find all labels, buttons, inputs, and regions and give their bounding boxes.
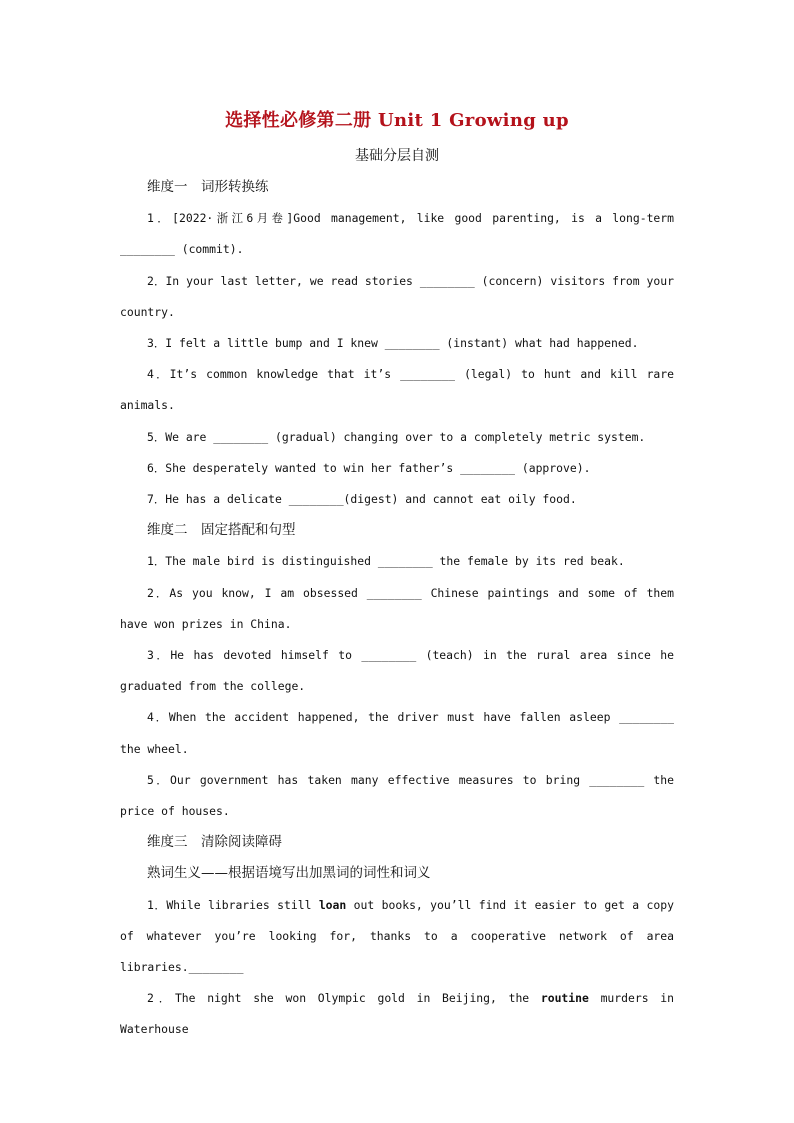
document-title: 选择性必修第二册 Unit 1 Growing up [225,110,569,131]
item-text-after: out books, you’ll find it easier to get a copy of whatever you’re looking for, thanks to a cooperative network of area libraries.________ [120,897,674,975]
exercise-item: 5．Our government has taken many effective measures to bring ________ the price of houses. [120,772,674,819]
item-text-after: murders in Waterhouse [120,991,675,1037]
exercise-item: 5．We are ________ (gradual) changing over to a completely metric system. [147,429,646,444]
item-text-before: 1．While libraries still [147,897,319,912]
section-subheading-3: 熟词生义——根据语境写出加黑词的词性和词义 [147,865,431,882]
bold-word: routine [540,991,589,1006]
exercise-item: 3．I felt a little bump and I knew ________ (instant) what had happened. [147,336,639,351]
exercise-item: 6．She desperately wanted to win her father’s ________ (approve). [147,460,591,475]
exercise-item: 1．The male bird is distinguished ________ the female by its red beak. [147,554,625,569]
exercise-item: 3．He has devoted himself to ________ (teach) in the rural area since he graduated from the college. [120,648,674,694]
exercise-item: 1．[2022·浙江6月卷]Good management, like good parenting, is a long-term ________ (commit). [120,211,674,257]
bold-word: loan [318,897,347,912]
exercise-item: 4．When the accident happened, the driver must have fallen asleep ________ the wheel. [120,710,674,756]
exercise-item: 4．It’s common knowledge that it’s ________ (legal) to hunt and kill rare animals. [120,367,674,413]
document-subtitle: 基础分层自测 [355,148,439,164]
exercise-item [120,890,674,984]
exercise-item: 2．As you know, I am obsessed ________ Chinese paintings and some of them have won prizes in China. [120,585,674,631]
section-heading-3: 维度三 清除阅读障碍 [147,834,282,851]
exercise-item: 7．He has a delicate ________(digest) and cannot eat oily food. [147,492,577,507]
item-text-before: 2．The night she won Olympic gold in Beijing, the [147,991,541,1006]
exercise-item: 2．In your last letter, we read stories ________ (concern) visitors from your country. [120,273,674,319]
exercise-item [120,983,674,1045]
exercise-content [120,172,674,1046]
section-heading-2: 维度二 固定搭配和句型 [147,522,296,539]
section-heading-1: 维度一 词形转换练 [147,179,269,195]
